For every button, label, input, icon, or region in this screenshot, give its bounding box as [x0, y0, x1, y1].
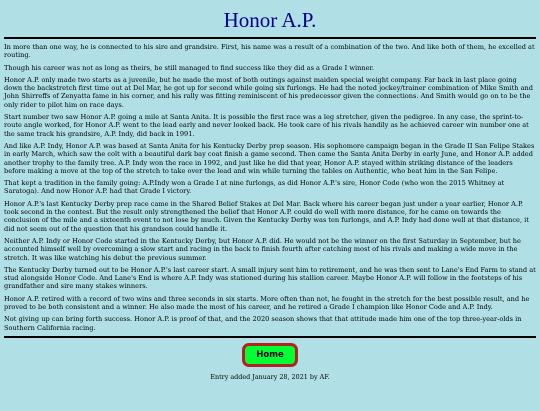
entry-info: Entry added January 28, 2021 by AF. [210, 372, 330, 381]
page-container [0, 6, 540, 381]
home-button[interactable]: Home [242, 343, 298, 367]
paragraph-5: And like A.P. Indy, Honor A.P. was based at Santa Anita for his Kentucky Derby prep season. His sophomore campaign began in the Grade II San Felipe Stakes in early March, which saw the colt with a beautiful dark bay coat finish a game second. Then came the Santa Anita Derby in early June, and Honor A.P. added another trophy to the family tree. A.P. Indy won the race in 1992, and just like he did that year, Honor A.P. stayed within striking distance of the leaders before making a move at the top of the stretch to take over the lead and win while turning the tables on Authentic, who beat him in the San Felipe. [4, 141, 535, 175]
paragraph-6: That kept a tradition in the family going: A.P.Indy won a Grade I at nine furlongs, as did Honor A.P.'s sire, Honor Code (who won the 2015 Whitney at Saratoga). And now Honor A.P. had that Grade I victory. [4, 179, 505, 196]
paragraph-3: Honor A.P. only made two starts as a juvenile, but he made the most of both outings against maiden special weight company. Far back in last place going down the backstretch first time out at Del Mar, he got up for second while going six furlongs. He had the noted jockey/trainer combination of Mike Smith and John Shirreffs of Zenyatta fame in his corner, and his rally was fitting reminiscent of his predecessor given the connections. And Smith would go on to be the only rider to pilot him on race days. [4, 75, 533, 109]
paragraph-4: Start number two saw Honor A.P. going a mile at Santa Anita. It is possible the first race was a leg stretcher, given the pedigree. In any case, the sprint-to-route angle worked, for Honor A.P. went to the lead early and never looked back. He took care of his rivals handily as he achieved career win number one at the same track his grandsire, A.P. Indy, did back in 1991. [4, 113, 529, 138]
paragraph-2: Though his career was not as long as theirs, he still managed to find success like they did as a Grade I winner. [4, 63, 375, 72]
paragraph-10: Honor A.P. retired with a record of two wins and three seconds in six starts. More often than not, he fought in the stretch for the best possible result, and he proved to be both consistent and a winner. He also made the most of his career, and he retired a Grade I champion like Honor Code and A.P. Indy. [4, 294, 530, 312]
article-body [4, 43, 536, 332]
paragraph-8: Neither A.P. Indy or Honor Code started in the Kentucky Derby, but Honor A.P. did. He would not be the winner on the first Saturday in September, but he accounted himself well by overcoming a slow start and racing in the back to finish fourth after catching most of his rivals and making a wide move in the stretch. It was like watching his debut the previous summer. [4, 236, 521, 262]
footer [4, 342, 536, 381]
paragraph-7: Honor A.P.'s last Kentucky Derby prep race came in the Shared Belief Stakes at Del Mar. Back where his career began just under a year earlier, Honor A.P. took second in the contest. But the result only strengthened the belief that Honor A.P. could do well with more distance, for he came on towards the conclusion of the mile and a sixteenth event to not lose by much. Given the Kentucky Derby was ten furlongs, and A.P. Indy had done well at that distance, it did not seem out of the question that his grandson could handle it. [4, 199, 529, 233]
paragraph-9: The Kentucky Derby turned out to be Honor A.P.'s last career start. A small injury sent him to retirement, and he was then sent to Lane's End Farm to stand at stud alongside Honor Code. And Lane's End is where A.P. Indy was stationed during his stallion career. Maybe Honor A.P. will follow in the footsteps of his grandfather and sire many stakes winners. [4, 265, 536, 291]
page-title: Honor A.P. [223, 8, 317, 32]
bottom-divider [4, 336, 536, 338]
top-divider [4, 37, 536, 39]
paragraph-1: In more than one way, he is connected to his sire and grandsire. First, his name was a result of a combination of the two. And like both of them, he excelled at routing. [4, 43, 535, 60]
paragraph-11: Not giving up can bring forth success. Honor A.P. is proof of that, and the 2020 season shows that that attitude made him one of the top three-year-olds in Southern California racing. [4, 315, 522, 332]
